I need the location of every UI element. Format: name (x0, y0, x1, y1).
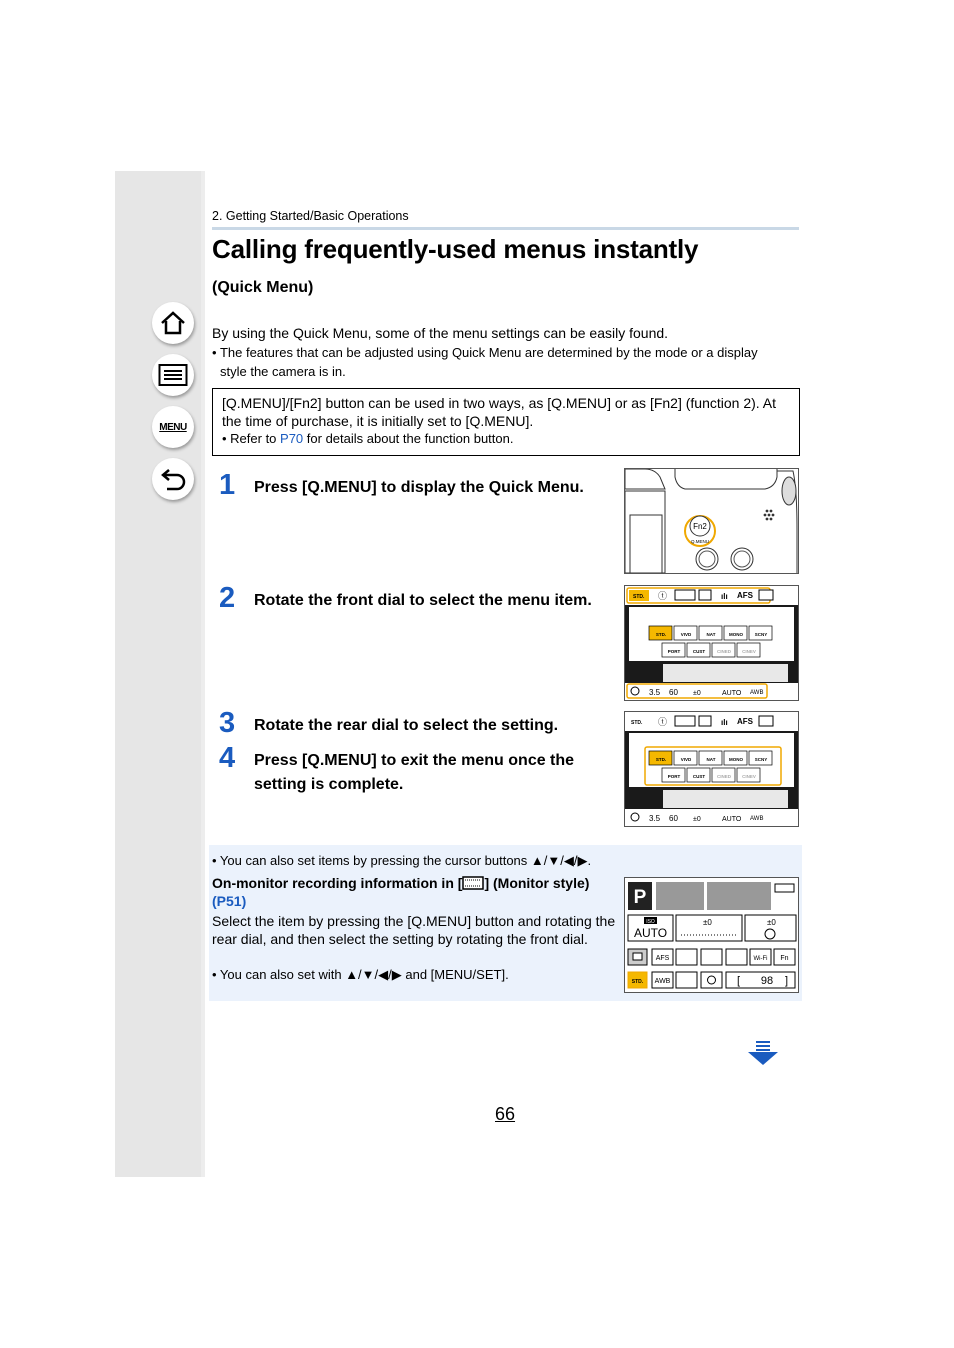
flash-ev: ±0 (767, 918, 776, 927)
svg-text:ⓣ: ⓣ (658, 591, 668, 601)
s1-aperture: 3.5 (649, 688, 661, 697)
note-refer (222, 431, 513, 446)
bullet-first: The features that can be adjusted using Quick Menu are determined by the mode or a display (219, 345, 758, 360)
svg-text:ⓣ: ⓣ (658, 717, 668, 727)
svg-text:ılı: ılı (721, 718, 728, 727)
note-refer-suffix: for details about the function button. (303, 431, 514, 446)
style-tile-label: SCNY (754, 757, 768, 762)
contents-button[interactable] (152, 354, 194, 396)
s1-wb: AWB (750, 690, 764, 696)
sidebar-divider (201, 171, 205, 1177)
ev-value: ±0 (703, 918, 712, 927)
style-tile-label: CINED (716, 649, 732, 654)
menu-button[interactable] (152, 406, 194, 448)
mode-p: P (633, 887, 647, 908)
page-number: 66 (495, 1104, 516, 1124)
note-refer-prefix: • Refer to (222, 431, 281, 446)
iso-value: AUTO (633, 926, 668, 940)
s2-wb: AWB (750, 816, 764, 822)
style-tile-label: NAT (706, 632, 716, 637)
note-text: [Q.MENU]/[Fn2] button can be used in two ways, as [Q.MENU] or as [Fn2] (function 2). At the time of purchase, it is initially set to [Q.MENU]. (222, 395, 777, 429)
shots-remaining: 98 (760, 975, 774, 987)
step-3-text: Rotate the rear dial to select the setting. (254, 717, 559, 734)
list-icon (158, 363, 188, 387)
back-button[interactable] (152, 458, 194, 500)
svg-text:[: [ (737, 975, 741, 987)
style-tile-label: VIVD (680, 632, 692, 637)
monitor-style-screen (624, 877, 799, 993)
style-tile-label: SCNY (754, 632, 768, 637)
s2-aperture: 3.5 (649, 814, 661, 823)
bullet-mark: • (212, 345, 217, 360)
top2-std-label: STD. (631, 720, 643, 726)
breadcrumb: 2. Getting Started/Basic Operations (212, 209, 409, 223)
step-4-text (254, 749, 574, 797)
home-icon (159, 309, 187, 337)
top2-afs-label: AFS (737, 717, 753, 726)
monitor-style-prefix: On-monitor recording information in [ (212, 875, 463, 891)
step-2-number: 2 (219, 582, 236, 614)
page-subtitle: (Quick Menu) (212, 279, 314, 296)
note-box (212, 388, 800, 456)
top-afs-label: AFS (737, 591, 753, 600)
monitor-style-suffix: ] (Monitor style) (484, 875, 590, 891)
camera-illustration (624, 468, 799, 574)
top-std-label: STD. (633, 594, 645, 600)
step-1-text: Press [Q.MENU] to display the Quick Menu. (254, 479, 584, 496)
style-tile-label: MONO (729, 757, 743, 762)
next-page-button[interactable] (747, 1040, 779, 1071)
monitor-style-heading (212, 875, 589, 891)
svg-text:ılı: ılı (721, 592, 728, 601)
home-button[interactable] (152, 302, 194, 344)
step-2-text: Rotate the front dial to select the menu item. (254, 592, 592, 609)
awb-label: AWB (654, 978, 671, 985)
intro-bullet (212, 343, 802, 381)
quick-menu-screen-1 (624, 585, 799, 701)
afs-label: AFS (655, 955, 670, 962)
style-tile-label: CUST (692, 649, 706, 654)
tip-menu-set: • You can also set with ▲/▼/◀/▶ and [MENU/SET]. (212, 967, 509, 982)
style-tile-label: CUST (692, 774, 706, 779)
style-tile-label: STD. (655, 632, 667, 637)
svg-text:]: ] (785, 975, 789, 987)
step-4-line1: Press [Q.MENU] to exit the menu once the (254, 752, 575, 769)
style-tile-label: PORT (667, 774, 681, 779)
s1-exposure: ±0 (693, 690, 701, 697)
monitor-style-description: Select the item by pressing the [Q.MENU] button and rotating the rear dial, and then select the setting by rotating the front dial. (212, 913, 616, 947)
s2-iso: AUTO (722, 816, 742, 823)
bullet-rest: style the camera is in. (220, 364, 346, 379)
style-tile-label: CINEV (742, 649, 756, 654)
return-icon (159, 466, 187, 492)
tip-cursor-buttons: • You can also set items by pressing the cursor buttons ▲/▼/◀/▶. (212, 853, 592, 868)
p51-link[interactable]: (P51) (212, 893, 247, 909)
style-tile-label: VIVD (680, 757, 692, 762)
std-label: STD. (631, 979, 644, 985)
s2-shutter: 60 (669, 814, 678, 823)
monitor-style-icon (462, 876, 484, 890)
s1-iso: AUTO (722, 690, 742, 697)
iso-tag: ISO (646, 919, 655, 925)
style-tile-label: MONO (729, 632, 743, 637)
page-title: Calling frequently-used menus instantly (212, 234, 699, 264)
fn-label: Fn (780, 955, 789, 962)
menu-label: MENU (159, 421, 187, 433)
intro-text: By using the Quick Menu, some of the menu settings can be easily found. (212, 325, 669, 341)
style-tile-label: CINED (716, 774, 732, 779)
wifi-label: Wi-Fi (753, 956, 768, 962)
header-rule (212, 227, 799, 230)
step-4-number: 4 (219, 742, 236, 774)
step-3-number: 3 (219, 707, 236, 739)
s1-shutter: 60 (669, 688, 678, 697)
s2-exposure: ±0 (693, 816, 701, 823)
step-4-line2: setting is complete. (254, 776, 404, 793)
down-arrow-icon (747, 1040, 779, 1066)
p70-link[interactable]: P70 (280, 431, 304, 446)
quick-menu-screen-2 (624, 711, 799, 827)
style-tile-label: STD. (655, 757, 667, 762)
style-tile-label: PORT (667, 649, 681, 654)
qmenu-label: Q.MENU (691, 539, 709, 544)
step-1-number: 1 (219, 469, 236, 501)
style-tile-label: NAT (706, 757, 716, 762)
style-tile-label: CINEV (742, 774, 756, 779)
fn2-label: Fn2 (693, 522, 707, 531)
